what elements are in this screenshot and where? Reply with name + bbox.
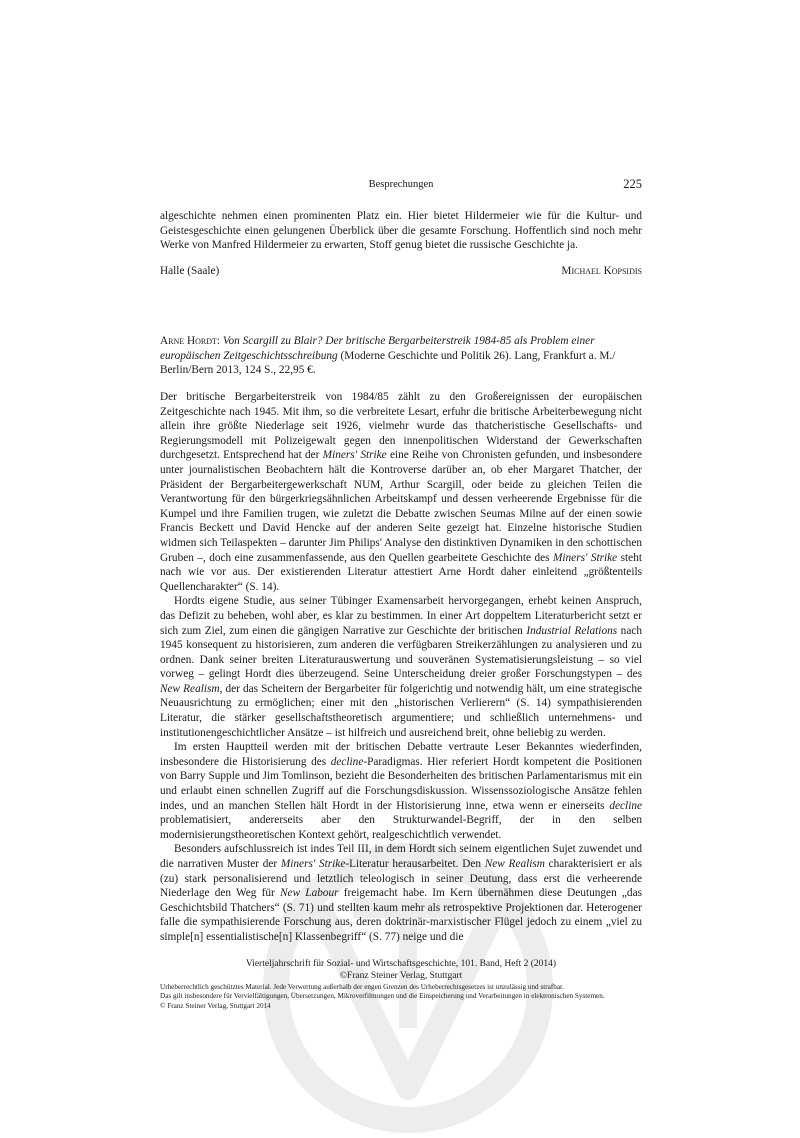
book-publication: (Moderne Geschichte und Politik 26). Lang, Frankfurt a. M./ Berlin/Bern 2013, 124 S., 22,95 €.: [160, 349, 616, 377]
book-author: Arne Hordt: [160, 335, 217, 347]
review-paragraph-4: Besonders aufschlussreich ist indes Teil III, in dem Hordt sich seinem eigentlichen Sujet zuwendet und die narrativen Muster der Miners' Strike-Literatur herausarbeitet. Den New Realism charakterisiert er als (zu) stark personalisierend und letztlich teleologisch in seiner Deutung, dass erst die verheerende Niederlage den Weg für New Labour freigemacht habe. Im Kern übernähmen diese Deutungen „das Geschichtsbild Thatchers“ (S. 71) und stellten kaum mehr als retrospektive Projektionen dar. Heterogener falle die sympathisierende Forschung aus, deren doktrinär-marxistischer Flügel jedoch zu einem „viel zu simple[n] essentialistische[n] Klassenbegriff“ (S. 77) neige und die: [160, 843, 642, 943]
running-title: Besprechungen: [368, 179, 434, 190]
copyright-line-3: © Franz Steiner Verlag, Stuttgart 2014: [160, 1001, 271, 1010]
review-paragraph-3: Im ersten Hauptteil werden mit der britischen Debatte vertraute Leser Bekanntes wiederfinden, insbesondere die Historisierung des decline-Paradigmas. Hier referiert Hordt kompetent die Positionen von Barry Supple und Jim Tomlinson, bezieht die Besonderheiten des britischen Parlamentarismus mit ein und erlaubt einen schnellen Zugriff auf die Forschungsdiskussion. Wissenssoziologische Ansätze fehlen indes, und an manchen Stellen hält Hordt in der Historisierung inne, etwa wenn er einerseits decline problematisiert, andererseits aber den Strukturwandel-Begriff, der in den selben modernisierungstheoretischen Kontext gehört, realgeschichtlich verwendet.: [160, 741, 642, 841]
citation-text: Arne Hordt: Von Scargill zu Blair? Der britische Bergarbeiterstreik 1984-85 als Problem einer europäischen Zeitgeschichtsschreibung (Moderne Geschichte und Politik 26). Lang, Frankfurt a. M./ Berlin/Bern 2013, 124 S., 22,95 €.: [160, 335, 616, 377]
review-body: [160, 390, 642, 945]
review-paragraph-1: Der britische Bergarbeiterstreik von 1984/85 zählt zu den Großereignissen der europäischen Zeitgeschichte nach 1945. Mit ihm, so die verbreitete Lesart, erfuhr die britische Arbeiterbewegung nicht allein ihre größte Niederlage seit 1926, vielmehr wurde das thatcheristische Gesellschafts- und Regierungsmodell mit Polizeigewalt gegen den innenpolitischen Widerstand der Gewerkschaften durchgesetzt. Entsprechend hat der Miners' Strike eine Reihe von Chronisten gefunden, und insbesondere unter journalistischen Beobachtern hält die Kontroverse darüber an, ob eher Margaret Thatcher, der Präsident der Bergarbeitergewerkschaft NUM, Arthur Scargill, oder beide zu gleichen Teilen die Verantwortung für den bürgerkriegsähnlichen Arbeitskampf und dessen verheerende Ergebnisse für die Kumpel und ihre Familien trugen, wie zuletzt die Debatte zwischen Seumas Milne auf der einen sowie Francis Beckett und David Hencke auf der anderen Seite gezeigt hat. Einzelne historische Studien widmen sich Teilaspekten – darunter Jim Philips' Analyse den distinktiven Dynamiken in den schottischen Gruben –, doch eine zusammenfassende, aus den Quellen gearbeitete Geschichte des Miners' Strike steht nach wie vor aus. Der existierenden Literatur attestiert Arne Hordt daher einleitend „größtenteils Quellencharakter“ (S. 14).: [160, 391, 642, 593]
copyright-line-2: Das gilt insbesondere für Vervielfältigungen, Übersetzungen, Mikroverfilmungen und die Einspeicherung und Verarbeitungen in elektronischen Systemen.: [160, 992, 605, 1001]
journal-citation: Vierteljahrschrift für Sozial- und Wirtschaftsgeschichte, 101. Band, Heft 2 (2014): [245, 959, 557, 969]
reviewer-name: Michael Kopsidis: [561, 264, 642, 277]
reviewer-signature: [160, 265, 642, 277]
review-place: Halle (Saale): [160, 264, 220, 277]
publisher-line: ©Franz Steiner Verlag, Stuttgart: [339, 971, 463, 981]
previous-review-end: [160, 209, 642, 277]
copyright-line-1: Urheberrechtlich geschütztes Material. Jede Verwertung außerhalb der engen Grenzen des Urheberrechtsgesetzes ist unzulässig und strafbar.: [160, 983, 564, 991]
copyright-notice: [160, 983, 642, 1011]
journal-footer: [160, 958, 642, 982]
previous-review-tail: algeschichte nehmen einen prominenten Platz ein. Hier bietet Hildermeier wie für die Kultur- und Geistesgeschichte einen gelungenen Überblick über die gesamte Forschung. Hoffentlich sind noch mehr Werke von Manfred Hildermeier zu erwarten, Stoff genug bietet die russische Geschichte ja.: [160, 210, 642, 252]
book-citation: [160, 334, 642, 378]
page-header: [160, 177, 642, 195]
page-number: 225: [623, 177, 642, 191]
review-paragraph-2: Hordts eigene Studie, aus seiner Tübinger Examensarbeit hervorgegangen, erhebt keinen Anspruch, das Defizit zu beheben, wohl aber, es klar zu bestimmen. In einer Art doppeltem Literaturbericht setzt er sich zum Ziel, zum einen die gängigen Narrative zur Geschichte der britischen Industrial Relations nach 1945 konsequent zu historisieren, zum anderen die verfügbaren Streikerzählungen zu analysieren und zu ordnen. Dank seiner breiten Literaturauswertung und souveränen Systematisierungsleistung – so viel vorweg – gelingt Hordt dies überzeugend. Seine Unterscheidung dreier großer Forschungstypen – des New Realism, der das Scheitern der Bergarbeiter für folgerichtig und notwendig hält, um eine strategische Neuausrichtung zu ermöglichen; einer mit den „historischen Verlierern“ (S. 14) sympathisierenden Literatur, die stärker gesellschaftstheoretisch argumentiere; und schließlich unternehmens- und institutionengeschichtlicher Ansätze – ist hilfreich und ausreichend breit, ohne beliebig zu werden.: [160, 595, 642, 739]
book-title: Von Scargill zu Blair? Der britische Bergarbeiterstreik 1984-85 als Problem einer europäischen Zeitgeschichtsschreibung: [160, 335, 595, 362]
